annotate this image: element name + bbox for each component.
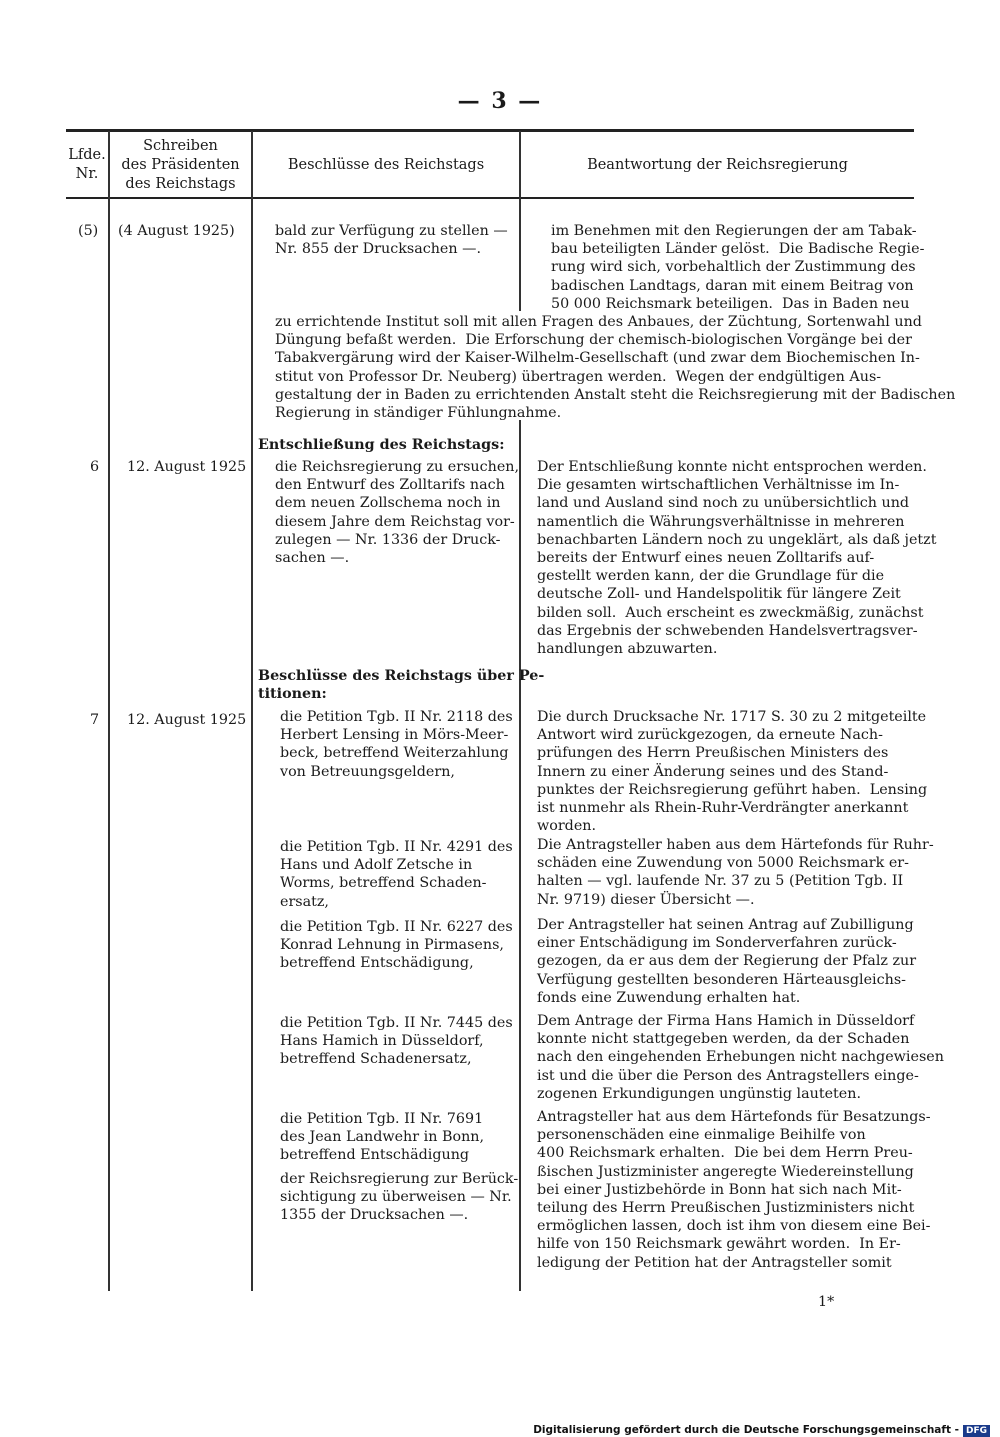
entry-6-nr: 6 <box>90 459 100 475</box>
entry-5-resolution: bald zur Verfügung zu stellen — Nr. 855 der Drucksachen —. <box>275 223 508 258</box>
dfg-logo: DFG <box>963 1425 990 1437</box>
entry-5-date: (4 August 1925) <box>118 223 235 239</box>
petition-4291-answer: Die Antragsteller haben aus dem Härtefonds für Ruhr- schäden eine Zuwendung von 5000 Reichsmark er- halten — vgl. laufende Nr. 37 zu 5 (Petition Tgb. II Nr. 9719) dieser Übersicht —. <box>537 837 934 908</box>
top-rule <box>66 129 914 132</box>
column-divider-2 <box>251 131 253 1291</box>
entry-7-nr: 7 <box>90 712 100 728</box>
entry-5-nr: (5) <box>78 223 99 239</box>
header-beschluesse: Beschlüsse des Reichstags <box>287 157 485 173</box>
petition-7691-answer: Antragsteller hat aus dem Härtefonds für Besatzungs- personenschäden eine einmalige Beihilfe von 400 Reichsmark erhalten. Die bei dem Herrn Preu- ßischen Justizminister angeregte Wiedereinstellung bei einer Justizbehörde in Bonn hat sich nach Mit- teilung des Herrn Preußischen Justizministers nicht ermöglichen lassen, doch ist ihm von diesem eine Bei- hilfe von 150 Reichsmark gewährt worden. In Er- ledigung der Petition hat der Antragsteller somit <box>537 1109 931 1271</box>
column-divider-3b <box>519 420 521 1291</box>
petition-7445: die Petition Tgb. II Nr. 7445 des Hans Hamich in Düsseldorf, betreffend Schadenersatz, <box>280 1015 513 1068</box>
entry-5-answer: im Benehmen mit den Regierungen der am Tabak- bau beteiligten Länder gelöst. Die Badische Regie- rung wird sich, vorbehaltlich der Zustimmung des badischen Landtags, daran mit einem Beitrag von 50 000 Reichsmark beteiligen. Das in Baden neu <box>551 223 925 312</box>
header-schreiben: Schreiben des Präsidenten des Reichstags <box>121 138 240 192</box>
petition-2118: die Petition Tgb. II Nr. 2118 des Herbert Lensing in Mörs-Meer- beck, betreffend Weiterzahlung von Betreuungsgeldern, <box>280 709 513 780</box>
page-number: — 3 — <box>457 88 543 114</box>
header-lfd-nr: Lfde. Nr. <box>68 147 106 182</box>
column-divider-1 <box>108 131 110 1291</box>
petition-2118-answer: Die durch Drucksache Nr. 1717 S. 30 zu 2 mitgeteilte Antwort wird zurückgezogen, da erneute Nach- prüfungen des Herrn Preußischen Ministers des Innern zu einer Änderung seines und des Stand- punktes der Reichsregierung geführt haben. Lensing ist nunmehr als Rhein-Ruhr-Verdrängter anerkannt worden. <box>537 709 928 835</box>
entry-7-heading: Beschlüsse des Reichstags über Pe- titionen: <box>258 668 545 703</box>
entry-6-heading: Entschließung des Reichstags: <box>258 437 505 453</box>
petition-4291: die Petition Tgb. II Nr. 4291 des Hans und Adolf Zetsche in Worms, betreffend Schaden- ersatz, <box>280 839 513 910</box>
petition-6227-answer: Der Antragsteller hat seinen Antrag auf Zubilligung einer Entschädigung im Sonderverfahren zurück- gezogen, da er aus dem der Regierung der Pfalz zur Verfügung gestellten besonderen Härteausgleichs- fonds eine Zuwendung erhalten hat. <box>537 917 917 1006</box>
entry-7-date: 12. August 1925 <box>127 712 247 728</box>
entry-6-date: 12. August 1925 <box>127 459 247 475</box>
entry-6-answer: Der Entschließung konnte nicht entsprochen werden. Die gesamten wirtschaftlichen Verhältnisse im In- land und Ausland sind noch zu unübersichtlich und namentlich die Währungsverhältnisse in mehreren benachbarten Ländern noch zu ungeklärt, als daß jetzt bereits der Entwurf eines neuen Zolltarifs auf- gestellt werden kann, der die Grundlage für die deutsche Zoll- und Handelspolitik für längere Zeit bilden soll. Auch erscheint es zweckmäßig, zunächst das Ergebnis der schwebenden Handelsvertragsver- handlungen abzuwarten. <box>537 459 937 658</box>
header-beantwortung: Beantwortung der Reichsregierung <box>587 157 848 173</box>
entry-5-answer-continued: zu errichtende Institut soll mit allen Fragen des Anbaues, der Züchtung, Sortenwahl und Düngung befaßt werden. Die Erforschung der chemisch-biologischen Vorgänge bei der Tabakvergärung wird der Kaiser-Wilhelm-Gesellschaft (und zwar dem Biochemischen In- stitut von Professor Dr. Neuberg) übertragen werden. Wegen der endgültigen Aus- gestaltung der in Baden zu errichtenden Anstalt steht die Reichsregierung mit der Badischen Regierung in ständiger Fühlungnahme. <box>275 314 956 422</box>
petition-7691-resolution: der Reichsregierung zur Berück- sichtigung zu überweisen — Nr. 1355 der Drucksachen —. <box>280 1171 519 1224</box>
petition-6227: die Petition Tgb. II Nr. 6227 des Konrad Lehnung in Pirmasens, betreffend Entschädigung, <box>280 919 513 972</box>
entry-6-resolution: die Reichsregierung zu ersuchen, den Entwurf des Zolltarifs nach dem neuen Zollschema noch in diesem Jahre dem Reichstag vor- zulegen — Nr. 1336 der Druck- sachen —. <box>275 459 520 567</box>
footer-text: Digitalisierung gefördert durch die Deutsche Forschungsgemeinschaft - <box>533 1424 959 1436</box>
header-bottom-rule <box>66 197 914 199</box>
digitization-footer <box>526 1412 990 1437</box>
signature-mark: 1* <box>818 1294 835 1310</box>
petition-7445-answer: Dem Antrage der Firma Hans Hamich in Düsseldorf konnte nicht stattgegeben werden, da der Schaden nach den eingehenden Erhebungen nicht nachgewiesen ist und die über die Person des Antragstellers einge- zogenen Erkundigungen ungünstig lauteten. <box>537 1013 944 1102</box>
petition-7691: die Petition Tgb. II Nr. 7691 des Jean Landwehr in Bonn, betreffend Entschädigung <box>280 1111 485 1164</box>
